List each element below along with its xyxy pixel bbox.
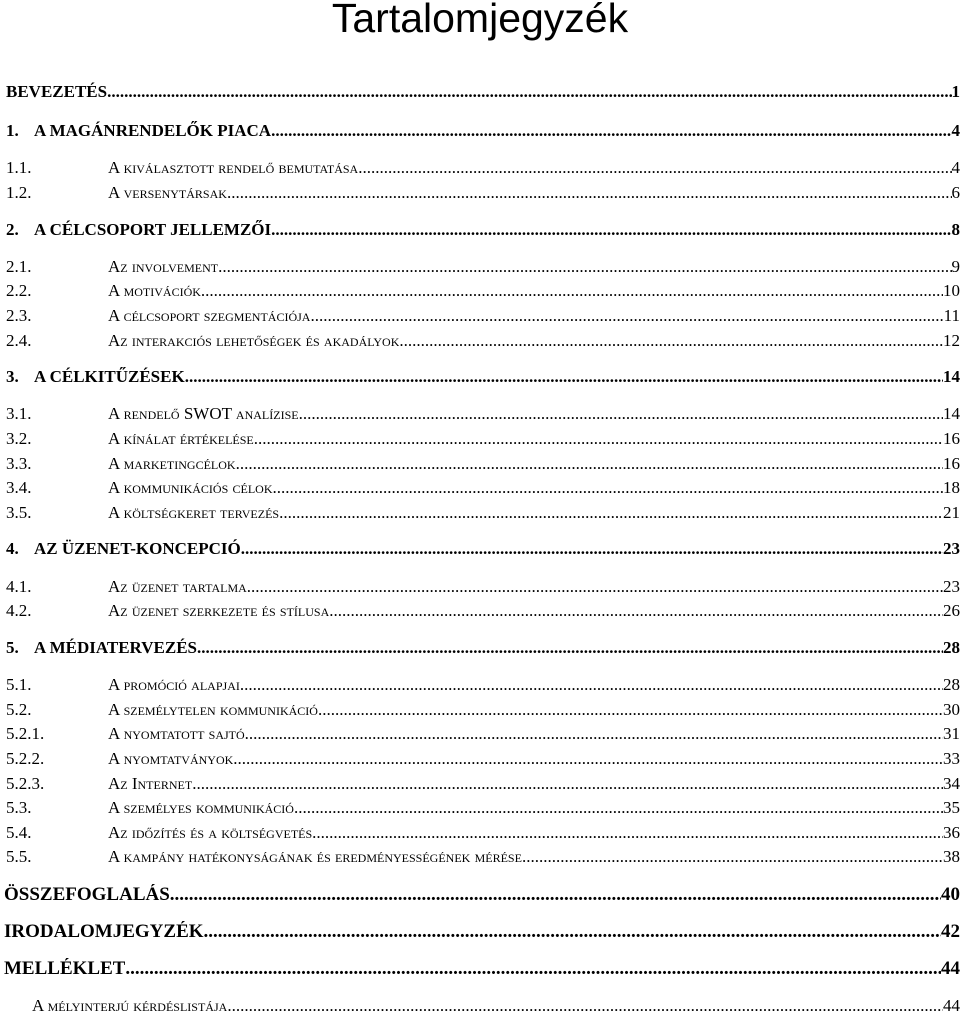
dot-leader: [279, 503, 943, 523]
toc-entry-title: A MÉDIATERVEZÉS: [34, 638, 197, 657]
toc-entry-page: 9: [951, 257, 960, 276]
toc-entry-page: 38: [943, 847, 960, 866]
toc-entry-page: 16: [943, 429, 960, 448]
toc-entry-number: 2.3.: [6, 306, 32, 325]
toc-entry-number: 3.: [6, 367, 19, 386]
dot-leader: [107, 82, 951, 102]
toc-entry-title: A motivációk: [108, 281, 201, 300]
toc-entry[interactable]: [0, 958, 960, 980]
toc-entry-number: 3.3.: [6, 454, 32, 473]
toc-entry-number: 1.: [6, 121, 19, 140]
toc-entry-title: BEVEZETÉS: [6, 82, 108, 101]
dot-leader: [271, 121, 951, 141]
toc-entry-title: AZ ÜZENET-KONCEPCIÓ: [34, 539, 241, 558]
toc-entry-page: 18: [943, 478, 960, 497]
toc-entry-page: 40: [941, 884, 960, 905]
toc-entry-page: 16: [943, 454, 960, 473]
dot-leader: [522, 847, 943, 867]
toc-entry-number: 2.1.: [6, 257, 32, 276]
toc-entry[interactable]: [0, 601, 960, 621]
toc-entry-title: A személytelen kommunikáció: [108, 700, 318, 719]
toc-entry-number: 1.2.: [6, 183, 32, 202]
toc-entry-number: 5.3.: [6, 798, 32, 817]
toc-entry[interactable]: [0, 774, 960, 794]
toc-entry-title: Az interakciós lehetőségek és akadályok: [108, 331, 400, 350]
dot-leader: [271, 220, 951, 240]
toc-entry-page: 26: [943, 601, 960, 620]
toc-entry-title: Az üzenet tartalma: [108, 577, 247, 596]
toc-entry-page: 35: [943, 798, 960, 817]
toc-entry-title: Az időzítés és a költségvetés: [108, 823, 313, 842]
toc-entry-number: 4.2.: [6, 601, 32, 620]
toc-entry-page: 28: [943, 675, 960, 694]
dot-leader: [329, 601, 943, 621]
toc-entry-number: 1.1.: [6, 158, 32, 177]
toc-entry-number: 3.1.: [6, 404, 32, 423]
toc-entry-title: A költségkeret tervezés: [108, 503, 280, 522]
toc-entry-number: 5.2.2.: [6, 749, 45, 768]
toc-entry[interactable]: [0, 158, 960, 178]
toc-entry-number: 2.2.: [6, 281, 32, 300]
dot-leader: [192, 774, 943, 794]
dot-leader: [245, 724, 943, 744]
toc-entry-number: 5.2.: [6, 700, 32, 719]
toc-entry-page: 1: [951, 82, 960, 101]
toc-entry[interactable]: [0, 429, 960, 449]
toc-entry-page: 33: [943, 749, 960, 768]
page-title: Tartalomjegyzék: [331, 0, 629, 41]
dot-leader: [197, 638, 943, 658]
toc-entry[interactable]: [0, 331, 960, 351]
toc-entry-page: 31: [943, 724, 960, 743]
dot-leader: [233, 749, 943, 769]
dot-leader: [185, 367, 943, 387]
toc-entry-title: A kiválasztott rendelő bemutatása: [108, 158, 359, 177]
toc-entry[interactable]: [0, 404, 960, 424]
toc-entry[interactable]: [0, 306, 960, 326]
dot-leader: [236, 454, 943, 474]
toc-entry-number: 4.1.: [6, 577, 32, 596]
toc-entry-title: A promóció alapjai: [108, 675, 240, 694]
toc-entry-title: A marketingcélok: [108, 454, 236, 473]
toc-entry-number: 5.: [6, 638, 19, 657]
toc-entry[interactable]: [0, 749, 960, 769]
toc-entry-page: 42: [941, 921, 960, 942]
toc-entry-title: A kampány hatékonyságának és eredményességének mérése: [108, 847, 522, 866]
toc-entry-number: 5.2.1.: [6, 724, 45, 743]
toc-entry-page: 12: [943, 331, 960, 350]
dot-leader: [247, 577, 943, 597]
toc-entry-number: 5.5.: [6, 847, 32, 866]
toc-entry[interactable]: [0, 257, 960, 277]
toc-entry-title: A kínálat értékelése: [108, 429, 254, 448]
toc-entry-title: A versenytársak: [108, 183, 227, 202]
toc-entry-page: 44: [943, 996, 960, 1015]
toc-entry-page: 23: [943, 539, 960, 558]
toc-entry[interactable]: [0, 884, 960, 906]
toc-entry-page: 34: [943, 774, 960, 793]
dot-leader: [358, 158, 951, 178]
toc-entry-page: 6: [951, 183, 960, 202]
toc-entry[interactable]: [0, 724, 960, 744]
toc-entry-number: 5.1.: [6, 675, 32, 694]
toc-entry[interactable]: [0, 577, 960, 597]
dot-leader: [318, 700, 943, 720]
dot-leader: [241, 539, 943, 559]
toc-entry-page: 14: [943, 404, 960, 423]
dot-leader: [240, 675, 943, 695]
toc-entry[interactable]: [0, 700, 960, 720]
toc-entry-page: 10: [943, 281, 960, 300]
toc-entry-title: A nyomtatott sajtó: [108, 724, 245, 743]
dot-leader: [294, 798, 943, 818]
toc-entry-title: A mélyinterjú kérdéslistája: [32, 996, 228, 1015]
dot-leader: [299, 404, 943, 424]
dot-leader: [273, 478, 943, 498]
toc-entry[interactable]: [0, 183, 960, 203]
toc-entry-page: 14: [943, 367, 960, 386]
toc-entry-page: 8: [951, 220, 960, 239]
toc-entry[interactable]: [0, 220, 960, 240]
toc-entry-number: 3.4.: [6, 478, 32, 497]
toc-entry-page: 11: [943, 306, 960, 325]
dot-leader: [399, 331, 943, 351]
dot-leader: [227, 183, 952, 203]
toc-entry-page: 21: [943, 503, 960, 522]
toc-entry-title: Az üzenet szerkezete és stílusa: [108, 601, 330, 620]
toc-entry-title: A rendelő SWOT analízise: [108, 404, 299, 423]
toc-entry-title: A MAGÁNRENDELŐK PIACA: [34, 121, 272, 140]
toc-entry[interactable]: [0, 367, 960, 387]
toc-entry[interactable]: [0, 454, 960, 474]
toc-entry-page: 4: [951, 121, 960, 140]
toc-entry[interactable]: [0, 478, 960, 498]
toc-entry-page: 28: [943, 638, 960, 657]
toc-entry[interactable]: [0, 638, 960, 658]
dot-leader: [218, 257, 951, 277]
dot-leader: [310, 306, 943, 326]
toc-entry-title: A kommunikációs célok: [108, 478, 273, 497]
toc-entry-title: A nyomtatványok: [108, 749, 234, 768]
toc-entry-number: 3.2.: [6, 429, 32, 448]
toc-entry-title: Az Internet: [108, 774, 193, 793]
toc-entry-title: Az involvement: [108, 257, 219, 276]
dot-leader: [125, 958, 941, 980]
toc-entry-page: 30: [943, 700, 960, 719]
toc-entry[interactable]: [0, 921, 960, 943]
toc-entry-page: 4: [951, 158, 960, 177]
dot-leader: [254, 429, 943, 449]
toc-entry-number: 3.5.: [6, 503, 32, 522]
toc-entry-number: 2.: [6, 220, 19, 239]
dot-leader: [201, 281, 943, 301]
toc-entry-title: A személyes kommunikáció: [108, 798, 294, 817]
toc-entry-number: 5.2.3.: [6, 774, 45, 793]
toc-entry[interactable]: [0, 82, 960, 102]
toc-entry-page: 23: [943, 577, 960, 596]
dot-leader: [170, 884, 941, 906]
toc-entry[interactable]: [0, 823, 960, 843]
toc-entry[interactable]: [0, 675, 960, 695]
toc-entry[interactable]: [0, 798, 960, 818]
toc-entry[interactable]: [0, 996, 960, 1016]
toc-entry-title: IRODALOMJEGYZÉK: [4, 921, 204, 942]
dot-leader: [312, 823, 943, 843]
toc-entry[interactable]: [0, 503, 960, 523]
dot-leader: [227, 996, 943, 1016]
toc-entry-title: MELLÉKLET: [4, 958, 126, 979]
toc-entry[interactable]: [0, 847, 960, 867]
toc-entry-number: 2.4.: [6, 331, 32, 350]
dot-leader: [204, 921, 941, 943]
toc-entry[interactable]: [0, 539, 960, 559]
toc-entry-number: 5.4.: [6, 823, 32, 842]
toc-entry-page: 44: [941, 958, 960, 979]
toc-entry[interactable]: [0, 121, 960, 141]
toc-entry-title: A CÉLCSOPORT JELLEMZŐI: [34, 220, 272, 239]
toc-entry-title: ÖSSZEFOGLALÁS: [4, 884, 170, 905]
toc-entry-title: A célcsoport szegmentációja: [108, 306, 311, 325]
toc-entry[interactable]: [0, 281, 960, 301]
toc-entry-number: 4.: [6, 539, 19, 558]
toc-entry-title: A CÉLKITŰZÉSEK: [34, 367, 185, 386]
toc-entry-page: 36: [943, 823, 960, 842]
